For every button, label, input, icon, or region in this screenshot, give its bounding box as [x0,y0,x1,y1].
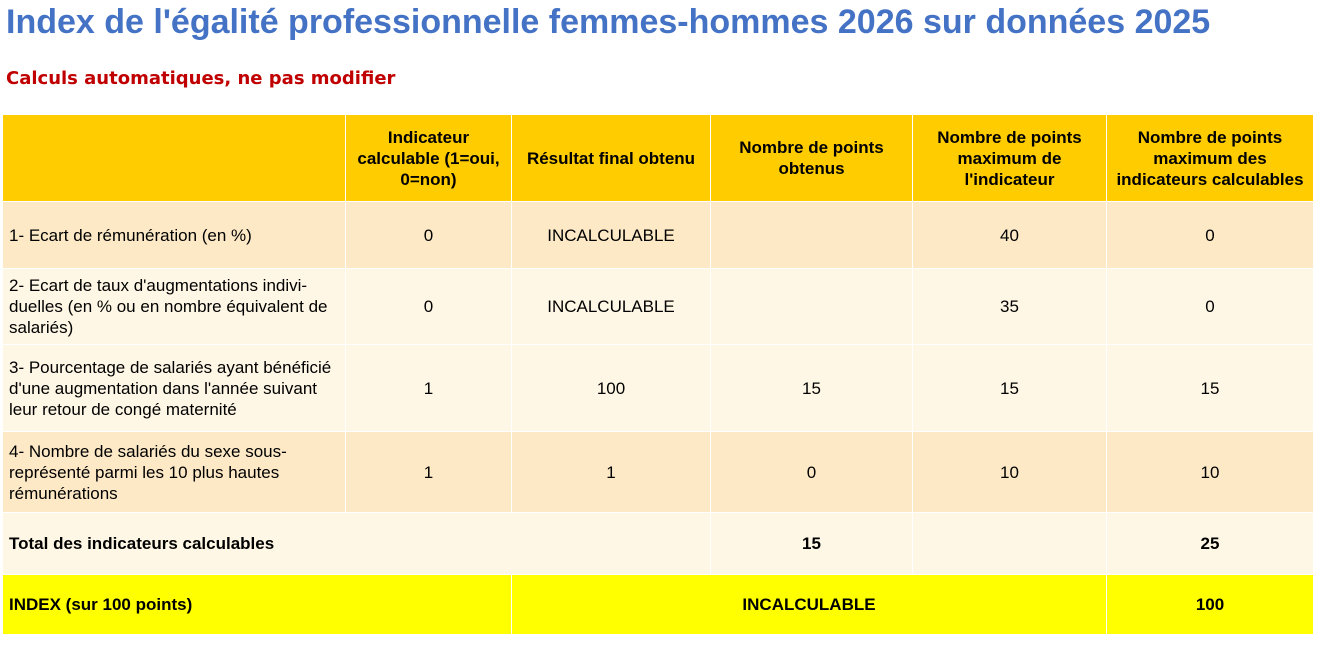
cell-result: 100 [512,345,711,432]
cell-max-calculable: 0 [1107,202,1314,269]
cell-calculable: 0 [346,202,512,269]
cell-calculable: 0 [346,269,512,345]
index-row [3,575,1314,635]
header-result: Résultat final obtenu [512,115,711,202]
cell-calculable: 1 [346,432,512,513]
cell-result: INCALCULABLE [512,269,711,345]
table-row [3,202,1314,269]
total-row [3,513,1314,575]
cell-calculable: 1 [346,345,512,432]
index-value: INCALCULABLE [512,575,1107,635]
row-label: 4- Nombre de salariés du sexe sous-représenté parmi les 10 plus hautes rémunérations [3,432,346,513]
subtitle-warning: Calculs automatiques, ne pas modifier [6,68,396,89]
cell-max-points: 10 [913,432,1107,513]
table-header-row [3,115,1314,202]
cell-result: 1 [512,432,711,513]
header-label [3,115,346,202]
cell-max-calculable: 15 [1107,345,1314,432]
cell-points [711,202,913,269]
cell-points: 0 [711,432,913,513]
row-label: 1- Ecart de rémunération (en %) [3,202,346,269]
cell-points [711,269,913,345]
cell-max-points: 40 [913,202,1107,269]
cell-points: 15 [711,345,913,432]
index-table [2,114,1314,635]
table-row [3,345,1314,432]
header-max-calculable: Nombre de points maximum des indicateurs calculables [1107,115,1314,202]
cell-max-points: 35 [913,269,1107,345]
table-row [3,269,1314,345]
header-max-points: Nombre de points maximum de l'indicateur [913,115,1107,202]
header-points: Nombre de points obtenus [711,115,913,202]
cell-result: INCALCULABLE [512,202,711,269]
header-calculable: Indicateur calculable (1=oui, 0=non) [346,115,512,202]
total-max-points [913,513,1107,575]
total-label: Total des indicateurs calculables [3,513,711,575]
index-label: INDEX (sur 100 points) [3,575,512,635]
cell-max-points: 15 [913,345,1107,432]
cell-max-calculable: 0 [1107,269,1314,345]
page-title: Index de l'égalité professionnelle femmes-hommes 2026 sur données 2025 [6,3,1211,41]
row-label: 3- Pourcentage de salariés ayant bénéficié d'une augmentation dans l'année suivant leur retour de congé maternité [3,345,346,432]
cell-max-calculable: 10 [1107,432,1314,513]
total-points: 15 [711,513,913,575]
index-max: 100 [1107,575,1314,635]
row-label: 2- Ecart de taux d'augmentations indivi-duelles (en % ou en nombre équivalent de salariés) [3,269,346,345]
table-row [3,432,1314,513]
total-max-calculable: 25 [1107,513,1314,575]
